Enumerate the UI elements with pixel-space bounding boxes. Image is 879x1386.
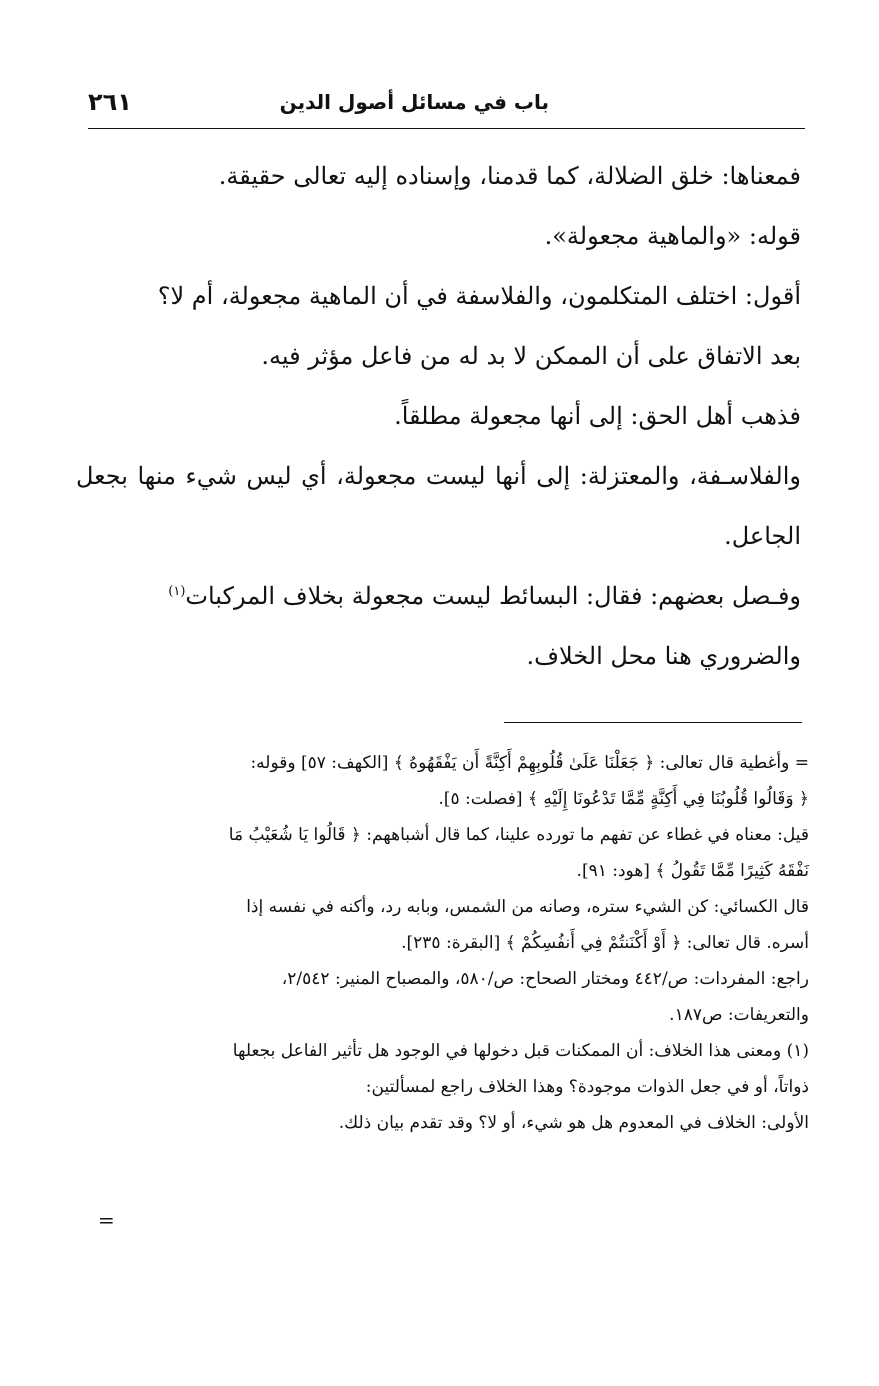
paragraph: والفلاسـفة، والمعتزلة: إلى أنها ليست مجعولة، أي ليس شيء منها بجعل الجاعل. [76,462,801,550]
footnote-line: (١) ومعنى هذا الخلاف: أن الممكنات قبل دخولها في الوجود هل تأثير الفاعل بجعلها [232,1041,809,1061]
paragraph: فذهب أهل الحق: إلى أنها مجعولة مطلقاً. [394,402,801,430]
header-divider [88,128,805,129]
footnote-line: أسره. قال تعالى: ﴿ أَوْ أَكْنَنتُمْ فِي أَنفُسِكُمْ ﴾ [البقرة: ٢٣٥]. [401,933,809,953]
footnote-line: راجع: المفردات: ص/٤٤٢ ومختار الصحاح: ص/٥٨٠، والمصباح المنير: ٢/٥٤٢، [281,969,809,989]
page-number: ٢٦١ [88,88,132,116]
paragraph: قوله: «والماهية مجعولة». [544,222,801,250]
footnote-divider [504,722,802,723]
paragraph: بعد الاتفاق على أن الممكن لا بد له من فاعل مؤثر فيه. [261,342,801,370]
footnote-continuation-mark: = [98,1208,115,1232]
footnote-line: الأولى: الخلاف في المعدوم هل هو شيء، أو لا؟ وقد تقدم بيان ذلك. [338,1113,809,1133]
footnotes [77,745,809,1141]
page-header [88,86,804,126]
paragraph: فمعناها: خلق الضلالة، كما قدمنا، وإسناده إليه تعالى حقيقة. [218,162,801,190]
footnote-line: قال الكسائي: كن الشيء ستره، وصانه من الشمس، وبابه رد، وأكنه في نفسه إذا [246,897,809,917]
paragraph: أقول: اختلف المتكلمون، والفلاسفة في أن الماهية مجعولة، أم لا؟ [157,282,801,310]
paragraph [76,566,801,626]
footnote-reference: (١) [168,584,186,599]
footnote-line: والتعريفات: ص١٨٧. [669,1005,809,1025]
footnote-line: نَفْقَهُ كَثِيرًا مِّمَّا تَقُولُ ﴾ [هود: ٩١]. [576,861,809,881]
footnote-line: قيل: معناه في غطاء عن تفهم ما تورده علينا، كما قال أشباههم: ﴿ قَالُوا يَا شُعَيْبُ مَا [228,825,809,845]
running-title: باب في مسائل أصول الدين [279,90,549,114]
paragraph-text: وفـصل بعضهم: فقال: البسائط ليست مجعولة بخلاف المركبات [185,582,801,610]
footnote-line: ﴿ وَقَالُوا قُلُوبُنَا فِي أَكِنَّةٍ مِّمَّا تَدْعُونَا إِلَيْهِ ﴾ [فصلت: ٥]. [438,789,809,809]
footnote-line: ذواتاً، أو في جعل الذوات موجودة؟ وهذا الخلاف راجع لمسألتين: [365,1077,809,1097]
paragraph: والضروري هنا محل الخلاف. [526,642,801,670]
main-text [76,146,801,686]
footnote-line: = وأغطية قال تعالى: ﴿ جَعَلْنَا عَلَىٰ قُلُوبِهِمْ أَكِنَّةً أَن يَفْقَهُوهُ ﴾ [الكهف: ٥٧] وقوله: [250,753,809,773]
